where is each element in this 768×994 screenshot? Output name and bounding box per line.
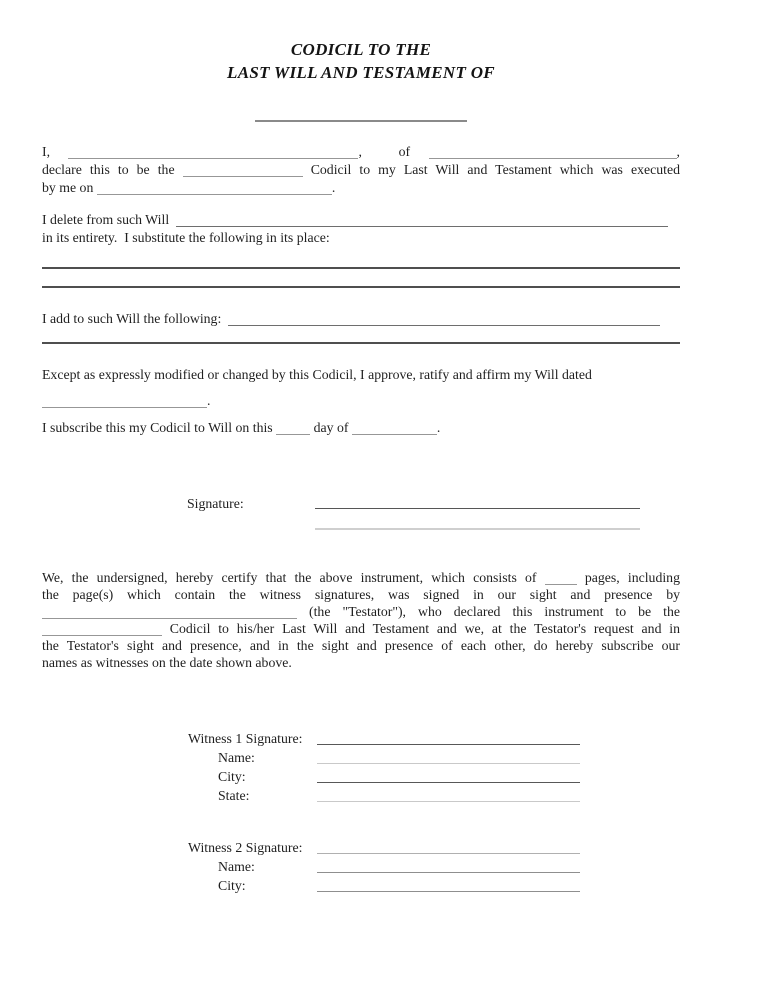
deleted-provision-blank bbox=[176, 211, 668, 227]
signature-lines bbox=[315, 496, 640, 530]
subscribe-mid: day of bbox=[313, 420, 349, 435]
witness1-name-row bbox=[188, 747, 680, 766]
entirety-line bbox=[42, 229, 680, 247]
subscription-clause bbox=[42, 419, 680, 437]
by-me-on: by me on bbox=[42, 180, 94, 195]
signature-label: Signature: bbox=[187, 496, 244, 511]
cert-l4: Codicil to his/her Last Will and Testament and we, at the Testator's request and in bbox=[169, 621, 681, 636]
witness1-state-label: State: bbox=[218, 788, 250, 803]
cert-l5: the Testator's sight and presence, and in the sight and presence of each other, do hereby subscribe our bbox=[42, 638, 680, 653]
deletion-clause bbox=[42, 211, 680, 247]
witness2-signature-label: Witness 2 Signature: bbox=[188, 840, 303, 855]
title-line-1: CODICIL TO THE bbox=[290, 40, 432, 59]
opening-i: I, bbox=[42, 144, 51, 159]
cert-line-6 bbox=[42, 654, 680, 671]
testator-signature-line bbox=[315, 508, 640, 509]
day-blank bbox=[276, 423, 310, 435]
ratification-clause bbox=[42, 366, 680, 410]
opening-line-2 bbox=[42, 161, 680, 179]
subscribe-period: . bbox=[436, 420, 441, 435]
testator-name-title-blank bbox=[255, 120, 467, 122]
added-provision-blank bbox=[228, 310, 660, 326]
substitute-provision-line-1 bbox=[42, 267, 680, 269]
witness1-state-line bbox=[317, 801, 580, 802]
witness2-block bbox=[188, 837, 680, 894]
opening-line-3 bbox=[42, 179, 680, 197]
ratify-line-1 bbox=[42, 366, 680, 384]
witness1-signature-row bbox=[188, 728, 680, 747]
codicil-ordinal-blank bbox=[183, 165, 303, 177]
testator-signature-line-2 bbox=[315, 528, 640, 530]
will-execution-date-blank bbox=[97, 183, 332, 195]
witness2-name-label: Name: bbox=[218, 859, 255, 874]
witness2-city-line bbox=[317, 891, 580, 892]
delete-lead: I delete from such Will bbox=[42, 212, 170, 227]
added-provision-line-2 bbox=[42, 342, 680, 344]
opening-comma: , bbox=[676, 144, 680, 159]
delete-line bbox=[42, 211, 680, 229]
testator-name-blank bbox=[68, 147, 358, 159]
declare-pre: declare this to be the bbox=[42, 162, 175, 177]
addition-clause bbox=[42, 310, 680, 328]
month-year-blank bbox=[352, 423, 437, 435]
opening-comma-of: , of bbox=[358, 144, 411, 159]
ratify-text: Except as expressly modified or changed by this Codicil, I approve, ratify and affirm my Will dated bbox=[42, 367, 592, 382]
cert-l2: the page(s) which contain the witness signatures, was signed in our sight and presence by bbox=[42, 587, 680, 602]
cert-l6: names as witnesses on the date shown above. bbox=[42, 655, 292, 670]
witness2-name-line bbox=[317, 872, 580, 873]
opening-line-1 bbox=[42, 143, 680, 161]
witness1-state-row bbox=[188, 785, 680, 804]
add-lead: I add to such Will the following: bbox=[42, 311, 222, 326]
cert-l1b: pages, including bbox=[584, 570, 680, 585]
witness2-city-label: City: bbox=[218, 878, 246, 893]
certification-testator-name-blank bbox=[42, 607, 297, 619]
entirety-text: in its entirety. I substitute the following in its place: bbox=[42, 230, 330, 245]
witness1-signature-line bbox=[317, 744, 580, 745]
witness1-name-label: Name: bbox=[218, 750, 255, 765]
opening-paragraph bbox=[42, 143, 680, 197]
testator-residence-blank bbox=[429, 147, 677, 159]
will-date-blank bbox=[42, 396, 207, 408]
witness2-signature-line bbox=[317, 853, 580, 854]
title-line-2: LAST WILL AND TESTAMENT OF bbox=[227, 63, 495, 82]
witness1-name-line bbox=[317, 763, 580, 764]
witness1-city-label: City: bbox=[218, 769, 246, 784]
cert-line-4 bbox=[42, 620, 680, 637]
witness1-signature-label: Witness 1 Signature: bbox=[188, 731, 303, 746]
witness2-name-row bbox=[188, 856, 680, 875]
ratify-period: . bbox=[207, 393, 211, 408]
page-title bbox=[42, 38, 680, 84]
substitute-provision-line-2 bbox=[42, 286, 680, 288]
cert-line-1 bbox=[42, 569, 680, 586]
cert-line-2 bbox=[42, 586, 680, 603]
witness2-city-row bbox=[188, 875, 680, 894]
ratify-line-2 bbox=[42, 392, 680, 410]
subscribe-pre: I subscribe this my Codicil to Will on this bbox=[42, 420, 273, 435]
witness2-signature-row bbox=[188, 837, 680, 856]
opening-period: . bbox=[331, 180, 336, 195]
certification-codicil-ordinal-blank bbox=[42, 624, 162, 636]
witness1-city-line bbox=[317, 782, 580, 783]
signature-block bbox=[42, 496, 680, 530]
witness-certification-paragraph bbox=[42, 569, 680, 671]
cert-l3: (the "Testator"), who declared this instrument to be the bbox=[309, 604, 680, 619]
cert-line-3 bbox=[42, 603, 680, 620]
witness1-city-row bbox=[188, 766, 680, 785]
cert-line-5 bbox=[42, 637, 680, 654]
witness1-block bbox=[188, 728, 680, 804]
page-count-blank bbox=[545, 573, 577, 585]
declare-post: Codicil to my Last Will and Testament which was executed bbox=[310, 162, 681, 177]
cert-l1a: We, the undersigned, hereby certify that the above instrument, which consists of bbox=[42, 570, 537, 585]
